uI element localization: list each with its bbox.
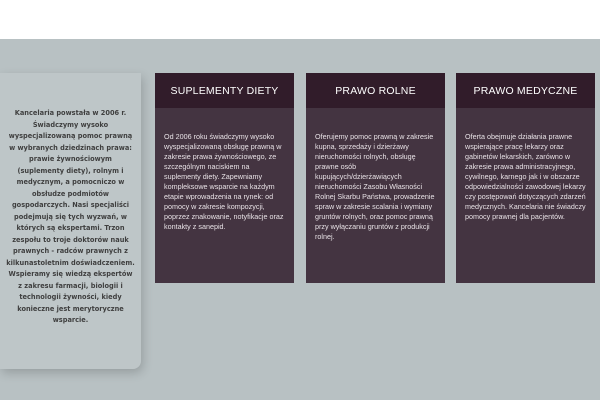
card-text: Oferujemy pomoc prawną w zakresie kupna, sprzedaży i dzierżawy nieruchomości rolnych, obsługę prawne osób kupujących/dzierżawiących nieruchomości Zasobu Własności Rolnej Skarbu Państwa, prowadzenie spraw w zakresie scalania i wymiany gruntów rolnych, oraz pomoc prawną przy wyłączaniu gruntów z produkcji rolnej. (315, 132, 435, 241)
card-suplementy-diety (155, 73, 294, 283)
card-text: Oferta obejmuje działania prawne wspierające pracę lekarzy oraz gabinetów lekarskich, zarówno w zakresie prawa administracyjnego, cywilnego, karnego jak i w obszarze odpowiedzialności zawodowej lekarzy czy postępowań dotyczących zdarzeń medycznych. Kancelaria nie świadczy pomocy prawnej dla pacjentów. (465, 132, 586, 221)
card-prawo-medyczne (456, 73, 595, 283)
card-prawo-rolne (306, 73, 445, 283)
about-text: Kancelaria powstała w 2006 r. Świadczymy wysoko wyspecjalizowaną pomoc prawną w wybranych dziedzinach prawa: prawie żywnościowym (suplementy diety), rolnym i medycznym, a pomocniczo w obsłudze podmiotów gospodarczych. Nasi specjaliści podejmują się tych wyzwań, w których są ekspertami. Trzon zespołu to troje doktorów nauk prawnych - radców prawnych z kilkunastoletnim doświadczeniem. Wspieramy się wiedzą ekspertów z zakresu farmacji, biologii i technologii żywności, kiedy konieczne jest merytoryczne wsparcie. (6, 109, 135, 324)
card-text: Od 2006 roku świadczymy wysoko wyspecjalizowaną obsługę prawną w zakresie prawa żywnościowego, ze szczególnym naciskiem na suplementy diety. Zapewniamy kompleksowe wsparcie na każdym etapie wprowadzenia na rynek: od pomocy w zakresie kompozycji, poprzez znakowanie, notyfikacje oraz kontakty z sanepid. (164, 132, 284, 231)
page-top-area (0, 0, 600, 39)
card-title: SUPLEMENTY DIETY (155, 73, 294, 108)
card-title: PRAWO MEDYCZNE (456, 73, 595, 108)
about-sidebar (0, 73, 141, 369)
card-title: PRAWO ROLNE (306, 73, 445, 108)
